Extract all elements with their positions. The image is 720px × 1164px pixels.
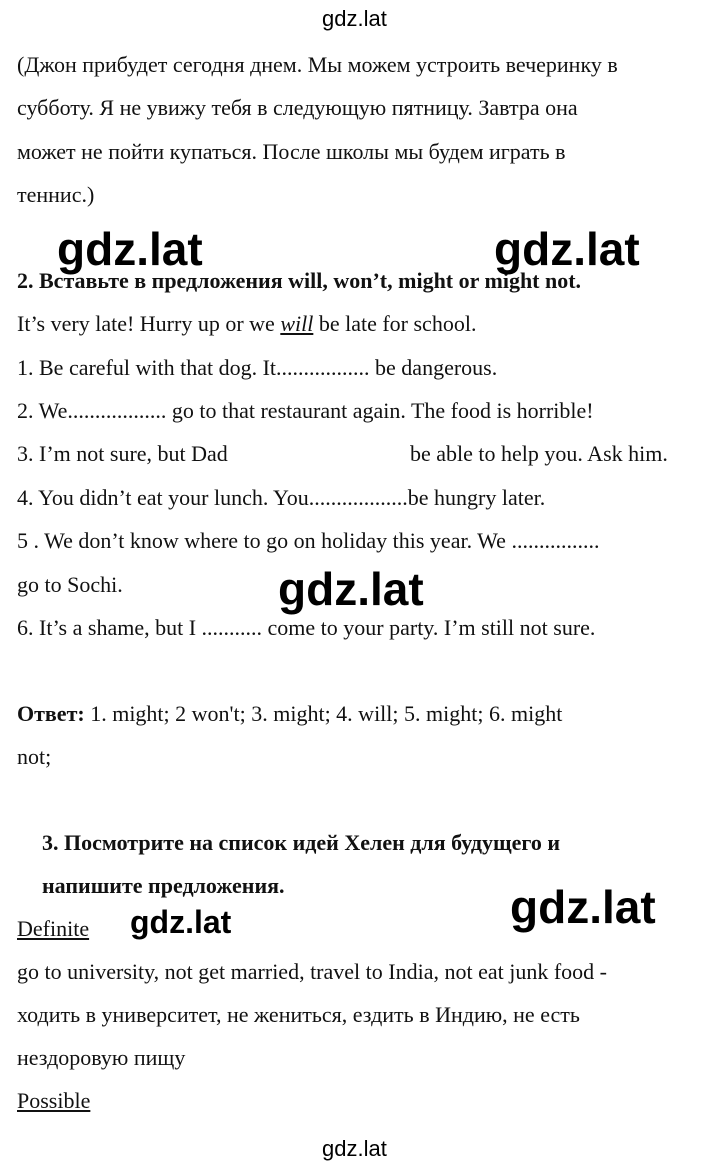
intro-line-4: теннис.)	[17, 182, 95, 207]
watermark-large-right: gdz.lat	[494, 223, 640, 275]
exercise2-item-1: 1. Be careful with that dog. It................. be dangerous.	[17, 355, 498, 380]
exercise2-example	[17, 311, 476, 337]
exercise3-title-1: 3. Посмотрите на список идей Хелен для будущего и	[42, 830, 560, 855]
answer-label: Ответ:	[17, 701, 85, 726]
definite-en: go to university, not get married, travel to India, not eat junk food -	[17, 959, 607, 984]
exercise2-item-6: 6. It’s a shame, but I ........... come to your party. I’m still not sure.	[17, 615, 596, 640]
exercise2-answer-cont: not;	[17, 744, 52, 769]
watermark-large-lower-right: gdz.lat	[510, 881, 656, 933]
example-before: It’s very late! Hurry up or we	[17, 311, 281, 336]
answer-text: 1. might; 2 won't; 3. might; 4. will; 5. might; 6. might	[84, 701, 563, 726]
watermark-large-center: gdz.lat	[278, 563, 424, 615]
intro-line-2: субботу. Я не увижу тебя в следующую пятницу. Завтра она	[17, 95, 578, 120]
exercise2-item-3-tail: be able to help you. Ask him.	[410, 441, 668, 466]
watermark-top: gdz.lat	[322, 6, 387, 31]
exercise3-title-2: напишите предложения.	[42, 873, 285, 898]
watermark-medium-left: gdz.lat	[130, 904, 232, 940]
exercise2-item-2: 2. We.................. go to that restaurant again. The food is horrible!	[17, 398, 594, 423]
possible-label: Possible	[17, 1088, 91, 1113]
exercise2-title: 2. Вставьте в предложения will, won’t, might or might not.	[17, 268, 582, 293]
watermark-bottom: gdz.lat	[322, 1136, 387, 1161]
intro-line-1: (Джон прибудет сегодня днем. Мы можем устроить вечеринку в	[17, 52, 618, 77]
definite-label: Definite	[17, 916, 90, 941]
exercise2-item-4: 4. You didn’t eat your lunch. You..................be hungry later.	[17, 485, 546, 510]
watermark-large-left: gdz.lat	[57, 223, 203, 275]
example-after: be late for school.	[313, 311, 477, 336]
definite-ru-2: нездоровую пищу	[17, 1045, 186, 1070]
example-answer: will	[280, 311, 314, 336]
definite-ru-1: ходить в университет, не жениться, ездить в Индию, не есть	[17, 1002, 580, 1027]
exercise2-item-3: 3. I’m not sure, but Dad	[17, 441, 228, 466]
intro-line-3: может не пойти купаться. После школы мы будем играть в	[17, 139, 566, 164]
exercise2-answer	[17, 701, 562, 727]
exercise2-item-5-cont: go to Sochi.	[17, 572, 123, 597]
exercise2-item-5: 5 . We don’t know where to go on holiday this year. We ................	[17, 528, 600, 553]
